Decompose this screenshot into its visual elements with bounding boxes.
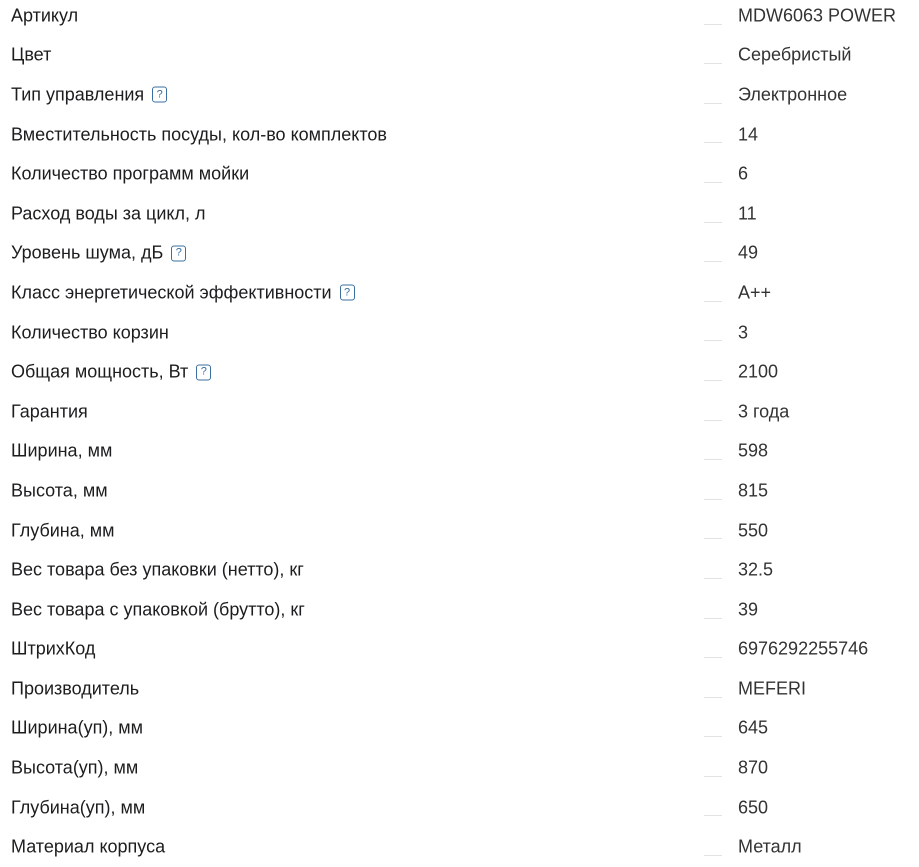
spec-value: 550 xyxy=(738,520,769,541)
spec-value: 645 xyxy=(738,717,769,738)
row-divider xyxy=(704,380,722,381)
row-divider xyxy=(704,618,722,619)
spec-value: Электронное xyxy=(738,84,848,105)
row-divider xyxy=(704,24,722,25)
row-divider xyxy=(704,697,722,698)
spec-label-text: Класс энергетической эффективности xyxy=(11,282,332,303)
spec-row xyxy=(0,788,919,828)
spec-row xyxy=(0,669,919,709)
row-divider xyxy=(704,657,722,658)
row-divider xyxy=(704,499,722,500)
spec-label-text: ШтрихКод xyxy=(11,638,96,659)
spec-label-text: Производитель xyxy=(11,678,140,699)
spec-value: 3 года xyxy=(738,401,790,422)
spec-value: 49 xyxy=(738,242,759,263)
spec-value: 598 xyxy=(738,440,769,461)
spec-row xyxy=(0,432,919,472)
spec-label xyxy=(11,520,115,541)
question-mark-icon[interactable]: ? xyxy=(152,87,167,103)
spec-label xyxy=(11,718,143,739)
row-divider xyxy=(704,222,722,223)
spec-label xyxy=(11,837,165,858)
spec-label xyxy=(11,599,305,620)
spec-label xyxy=(11,164,249,185)
spec-label-text: Ширина, мм xyxy=(11,440,113,461)
spec-label-text: Количество программ мойки xyxy=(11,163,250,184)
spec-row xyxy=(0,590,919,630)
spec-label-text: Глубина(уп), мм xyxy=(11,797,146,818)
spec-value: 6 xyxy=(738,163,749,184)
spec-value: Металл xyxy=(738,836,802,857)
spec-label xyxy=(11,639,95,660)
spec-row xyxy=(0,313,919,353)
row-divider xyxy=(704,420,722,421)
spec-value: 870 xyxy=(738,757,769,778)
row-divider xyxy=(704,578,722,579)
spec-row xyxy=(0,234,919,274)
spec-row xyxy=(0,709,919,749)
spec-label-text: Количество корзин xyxy=(11,322,169,343)
spec-label-text: Общая мощность, Вт xyxy=(11,361,189,382)
spec-label xyxy=(11,45,51,66)
spec-row xyxy=(0,273,919,313)
spec-value: 39 xyxy=(738,599,759,620)
spec-label xyxy=(11,678,139,699)
spec-label-text: Артикул xyxy=(11,5,79,26)
spec-label-text: Уровень шума, дБ xyxy=(11,242,164,263)
spec-label-text: Вес товара с упаковкой (брутто), кг xyxy=(11,599,305,620)
spec-label-text: Цвет xyxy=(11,44,52,65)
spec-label xyxy=(11,124,387,145)
spec-value: Серебристый xyxy=(738,44,852,65)
question-mark-icon[interactable]: ? xyxy=(171,245,186,261)
row-divider xyxy=(704,182,722,183)
row-divider xyxy=(704,776,722,777)
spec-value: 32.5 xyxy=(738,559,774,580)
spec-row xyxy=(0,154,919,194)
spec-label-text: Материал корпуса xyxy=(11,836,166,857)
spec-value: A++ xyxy=(738,282,772,303)
spec-value: 14 xyxy=(738,124,759,145)
row-divider xyxy=(704,855,722,856)
spec-value: 3 xyxy=(738,322,749,343)
spec-value: 6976292255746 xyxy=(738,638,869,659)
spec-row xyxy=(0,471,919,511)
spec-label-text: Расход воды за цикл, л xyxy=(11,203,206,224)
spec-label xyxy=(11,203,205,224)
spec-label-text: Тип управления xyxy=(11,84,145,105)
spec-label-text: Вместительность посуды, кол-во комплектов xyxy=(11,124,387,145)
spec-label-text: Ширина(уп), мм xyxy=(11,717,144,738)
spec-label-text: Вес товара без упаковки (нетто), кг xyxy=(11,559,304,580)
spec-row xyxy=(0,748,919,788)
row-divider xyxy=(704,538,722,539)
row-divider xyxy=(704,459,722,460)
spec-row xyxy=(0,0,919,36)
spec-row xyxy=(0,392,919,432)
spec-label-text: Глубина, мм xyxy=(11,520,115,541)
row-divider xyxy=(704,261,722,262)
row-divider xyxy=(704,142,722,143)
spec-row xyxy=(0,194,919,234)
spec-value: MDW6063 POWER xyxy=(738,5,897,26)
spec-row xyxy=(0,36,919,76)
spec-label-text: Высота(уп), мм xyxy=(11,757,139,778)
spec-row xyxy=(0,550,919,590)
spec-row xyxy=(0,75,919,115)
spec-value: 2100 xyxy=(738,361,779,382)
spec-label xyxy=(11,401,88,422)
row-divider xyxy=(704,736,722,737)
spec-label xyxy=(11,243,186,264)
spec-label-text: Гарантия xyxy=(11,401,88,422)
spec-label xyxy=(11,84,167,105)
spec-label xyxy=(11,560,304,581)
spec-value: 650 xyxy=(738,797,769,818)
spec-label xyxy=(11,480,108,501)
row-divider xyxy=(704,63,722,64)
row-divider xyxy=(704,301,722,302)
spec-label xyxy=(11,758,138,779)
row-divider xyxy=(704,103,722,104)
spec-label-text: Высота, мм xyxy=(11,480,108,501)
spec-label xyxy=(11,441,112,462)
spec-label xyxy=(11,5,78,26)
spec-row xyxy=(0,352,919,392)
question-mark-icon[interactable]: ? xyxy=(196,364,211,380)
spec-value: 11 xyxy=(738,203,757,224)
spec-row xyxy=(0,115,919,155)
spec-label xyxy=(11,362,211,383)
row-divider xyxy=(704,815,722,816)
spec-value: MEFERI xyxy=(738,678,807,699)
spec-row xyxy=(0,630,919,670)
spec-row xyxy=(0,827,919,867)
row-divider xyxy=(704,340,722,341)
question-mark-icon[interactable]: ? xyxy=(340,285,355,301)
spec-label xyxy=(11,797,145,818)
spec-label xyxy=(11,282,355,303)
spec-row xyxy=(0,511,919,551)
spec-value: 815 xyxy=(738,480,769,501)
spec-label xyxy=(11,322,169,343)
